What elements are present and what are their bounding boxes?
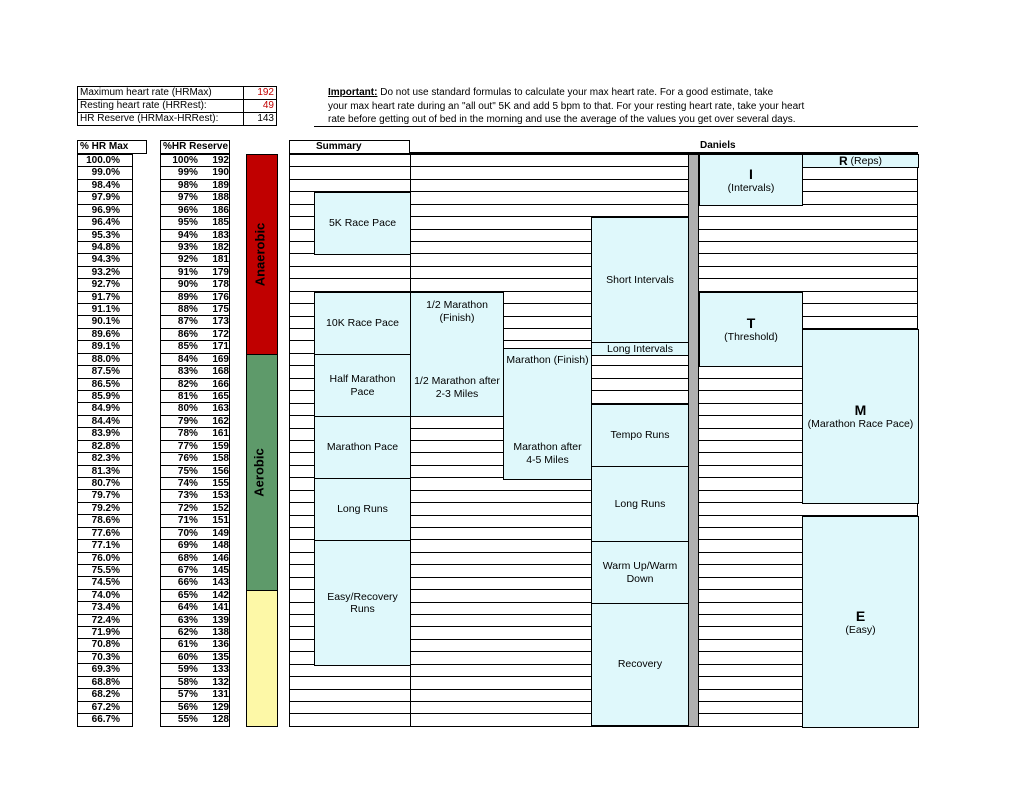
hrreserve-row [161,205,229,217]
aerobic-zone [247,355,277,591]
hrreserve-pct: 88% [177,304,198,316]
hrreserve-pct: 76% [177,453,198,465]
hrreserve-pct: 92% [177,254,198,266]
hrreserve-row [161,242,229,254]
hrmax-row: 88.0% [78,354,132,366]
hrreserve-row [161,329,229,341]
easy-letter: E [855,607,866,624]
hrmax-row: 84.9% [78,403,132,415]
hrmax-row: 74.0% [78,590,132,602]
hrreserve-pct: 100% [172,155,198,166]
hrreserve-bpm: 151 [212,515,229,527]
hrreserve-row [161,652,229,664]
recovery-label: Recovery [617,658,663,671]
intervals-block [699,154,803,206]
marathon-pace-block [314,416,411,479]
hrreserve-pct: 81% [177,391,198,403]
hrreserve-row [161,316,229,328]
hrmax-row: 68.2% [78,689,132,701]
hrmax-row: 95.3% [78,230,132,242]
hrreserve-pct: 72% [177,502,198,514]
hrreserve-row [161,453,229,465]
grid-line [290,179,917,180]
hrmax-row: 71.9% [78,627,132,639]
hrreserve-bpm: 190 [212,167,229,179]
hrreserve-pct: 80% [177,403,198,415]
hrreserve-row [161,279,229,291]
hrreserve-bpm: 165 [212,391,229,403]
hrmax-header: % HR Max [77,140,147,154]
hrreserve-bpm: 186 [212,204,229,216]
hrmax-row: 75.5% [78,565,132,577]
hrreserve-row [161,664,229,676]
hrreserve-bpm: 135 [212,651,229,663]
important-label: Important: [328,87,378,98]
hrreserve-pct: 70% [177,527,198,539]
tempo-runs-label: Tempo Runs [610,429,670,442]
hrmax-row: 89.1% [78,341,132,353]
hrreserve-row [161,416,229,428]
hrmax-row: 73.4% [78,602,132,614]
half-finish-label: 1/2 Marathon (Finish) [426,299,488,324]
hrreserve-pct: 73% [177,490,198,502]
hrreserve-row [161,515,229,527]
hrreserve-row [78,113,276,125]
note-line-1: Do not use standard formulas to calculate your max heart rate. For a good estimate, take [377,87,774,98]
hrmax-row: 96.9% [78,205,132,217]
hrreserve-pct: 95% [177,217,198,229]
marathon-race-pace-block [802,329,919,504]
hrreserve-row [161,391,229,403]
hrreserve-row [161,689,229,701]
hrreserve-row [161,192,229,204]
hrreserve-bpm: 182 [212,241,229,253]
hrreserve-bpm: 171 [212,341,229,353]
hrreserve-pct: 71% [177,515,198,527]
marathon-block [503,348,592,480]
hrreserve-pct: 90% [177,279,198,291]
short-intervals-label: Short Intervals [606,273,674,286]
hrmax-row: 70.3% [78,652,132,664]
hrmax-row: 67.2% [78,702,132,714]
long-intervals-block [591,342,689,356]
hrmax-row: 83.9% [78,428,132,440]
short-intervals-block [591,217,689,343]
hrreserve-row [161,403,229,415]
half-marathon-pace-label: Half Marathon Pace [329,373,396,398]
hrreserve-bpm: 188 [212,192,229,204]
aerobic-label: Aerobic [251,448,267,497]
hrreserve-pct: 63% [177,614,198,626]
hrmax-row: 78.6% [78,515,132,527]
long-runs-2-label: Long Runs [614,497,666,510]
hrreserve-pct: 83% [177,366,198,378]
hrmax-value[interactable]: 192 [257,87,274,98]
hrreserve-bpm: 172 [212,328,229,340]
hrreserve-pct: 64% [177,602,198,614]
hrreserve-pct: 93% [177,241,198,253]
hrreserve-pct: 69% [177,540,198,552]
hrreserve-bpm: 166 [212,378,229,390]
hrreserve-bpm: 149 [212,527,229,539]
hrmax-row: 69.3% [78,664,132,676]
hrreserve-pct: 58% [177,676,198,688]
hrrest-value[interactable]: 49 [262,100,274,111]
hrreserve-row [161,254,229,266]
easy-recovery-label: Easy/Recovery Runs [327,590,398,615]
note-line-3: rate before getting out of bed in the morning and use the average of the values you get over several days. [328,114,796,125]
hrmax-row: 93.2% [78,267,132,279]
easy-label: (Easy) [845,623,876,636]
marathon-finish-label: Marathon (Finish) [506,354,589,366]
hrmax-row: 98.4% [78,180,132,192]
hrmax-row: 80.7% [78,478,132,490]
hrreserve-bpm: 129 [212,701,229,713]
hrreserve-pct: 99% [177,167,198,179]
hrreserve-pct: 85% [177,341,198,353]
race-10k-block [314,292,411,355]
hrreserve-row [161,155,229,167]
long-intervals-label: Long Intervals [607,342,673,355]
threshold-label: (Threshold) [724,331,778,344]
hrreserve-row [161,379,229,391]
hrreserve-bpm: 175 [212,304,229,316]
long-runs-block [314,478,411,541]
half-after-label: 1/2 Marathon after 2-3 Miles [414,375,500,400]
hrreserve-pct: 66% [177,577,198,589]
hrreserve-row [161,366,229,378]
hrmax-row: 82.8% [78,441,132,453]
hrreserve-row [161,702,229,714]
reps-block [802,154,919,168]
marathon-race-pace-letter: M [854,402,867,419]
half-marathon-pace-block [314,354,411,417]
training-grid [289,154,918,727]
hrmax-label: Maximum heart rate (HRMax) [78,87,244,99]
hrreserve-bpm: 168 [212,366,229,378]
recovery-block [591,603,689,726]
hrreserve-bpm: 156 [212,465,229,477]
anaerobic-label: Anaerobic [252,222,268,287]
hrmax-row: 86.5% [78,379,132,391]
hrreserve-row [161,304,229,316]
hrreserve-row [161,577,229,589]
hrmax-row: 90.1% [78,316,132,328]
hrreserve-bpm: 141 [212,602,229,614]
intervals-letter: I [749,165,753,182]
hrreserve-value: 143 [257,113,274,124]
hrreserve-bpm: 163 [212,403,229,415]
hrreserve-bpm: 158 [212,453,229,465]
hrreserve-row [161,341,229,353]
hrreserve-header: %HR Reserve [160,140,230,154]
hrreserve-pct: 74% [177,477,198,489]
hrreserve-bpm: 136 [212,639,229,651]
hrrest-row [78,100,276,113]
hrreserve-pct: 94% [177,229,198,241]
hrreserve-bpm: 155 [212,477,229,489]
hrreserve-row [161,553,229,565]
hrreserve-row [161,627,229,639]
hrmax-row: 81.3% [78,466,132,478]
hrreserve-row [161,490,229,502]
hrreserve-row [161,602,229,614]
hrreserve-bpm: 143 [212,577,229,589]
hrreserve-pct: 86% [177,328,198,340]
marathon-race-pace-label: (Marathon Race Pace) [807,418,914,431]
hrreserve-pct: 65% [177,589,198,601]
zone-bar [246,154,278,727]
hrreserve-row [161,167,229,179]
hrreserve-bpm: 179 [212,266,229,278]
reps-letter: R [838,153,848,168]
hrreserve-pct: 91% [177,266,198,278]
hrmax-row: 84.4% [78,416,132,428]
hrreserve-bpm: 142 [212,589,229,601]
hrreserve-pct: 79% [177,415,198,427]
hrmax-column [77,154,133,727]
hrmax-row: 92.7% [78,279,132,291]
hrreserve-pct: 68% [177,552,198,564]
hrreserve-bpm: 152 [212,502,229,514]
hrreserve-pct: 59% [177,664,198,676]
hrmax-row: 97.9% [78,192,132,204]
intervals-label: (Intervals) [727,181,775,194]
hrreserve-bpm: 133 [212,664,229,676]
hrreserve-bpm: 148 [212,540,229,552]
easy-zone [247,591,277,726]
hrreserve-row [161,466,229,478]
hrreserve-bpm: 162 [212,415,229,427]
hrmax-row: 87.5% [78,366,132,378]
important-note [328,86,918,127]
hrreserve-column [160,154,230,727]
marathon-after-label: Marathon after 4-5 Miles [513,441,582,466]
easy-block [802,516,919,728]
hrreserve-pct: 67% [177,564,198,576]
hrreserve-pct: 96% [177,204,198,216]
daniels-header: Daniels [410,140,918,154]
hrreserve-row [161,677,229,689]
hrmax-row: 94.8% [78,242,132,254]
hrreserve-row [161,590,229,602]
hrreserve-pct: 97% [177,192,198,204]
hrmax-row: 100.0% [78,155,132,167]
anaerobic-zone [247,155,277,355]
marathon-pace-label: Marathon Pace [326,441,399,454]
hrmax-row: 91.1% [78,304,132,316]
hrreserve-bpm: 183 [212,229,229,241]
hrreserve-row [161,615,229,627]
hrreserve-bpm: 178 [212,279,229,291]
hrreserve-pct: 75% [177,465,198,477]
hrreserve-pct: 60% [177,651,198,663]
note-line-2: your max heart rate during an "all out" 5K and add 5 bpm to that. For your resting heart rate, take your heart [328,100,805,112]
hrreserve-bpm: 176 [212,291,229,303]
warm-up-label: Warm Up/Warm Down [602,560,678,585]
hrreserve-bpm: 169 [212,353,229,365]
hrreserve-bpm: 138 [212,627,229,639]
hrreserve-bpm: 159 [212,440,229,452]
hrrest-label: Resting heart rate (HRRest): [78,100,244,112]
hrreserve-row [161,540,229,552]
hrmax-row: 74.5% [78,577,132,589]
tempo-runs-block [591,404,689,467]
hrreserve-bpm: 192 [212,155,229,166]
hrreserve-bpm: 139 [212,614,229,626]
heart-rate-inputs [77,86,277,126]
hrmax-row: 96.4% [78,217,132,229]
hrreserve-row [161,528,229,540]
hrreserve-row [161,441,229,453]
daniels-separator [688,155,699,726]
hrmax-row: 85.9% [78,391,132,403]
hrmax-row: 77.6% [78,528,132,540]
hrreserve-pct: 56% [177,701,198,713]
hrreserve-bpm: 189 [212,179,229,191]
hrreserve-pct: 78% [177,428,198,440]
hrreserve-row [161,478,229,490]
hrreserve-row [161,180,229,192]
hrmax-row: 77.1% [78,540,132,552]
hrreserve-pct: 55% [177,713,198,725]
race-10k-label: 10K Race Pace [326,317,399,330]
hrmax-row: 89.6% [78,329,132,341]
note-underline [314,126,918,127]
hrmax-row: 99.0% [78,167,132,179]
long-runs-2-block [591,466,689,542]
hrreserve-bpm: 173 [212,316,229,328]
hrreserve-bpm: 181 [212,254,229,266]
hrreserve-row [161,267,229,279]
hrreserve-row [161,230,229,242]
hrreserve-pct: 57% [177,689,198,701]
hrreserve-bpm: 131 [212,689,229,701]
long-runs-label: Long Runs [337,503,388,516]
hrmax-row: 91.7% [78,292,132,304]
hrreserve-label: HR Reserve (HRMax-HRRest): [78,113,244,125]
hrreserve-bpm: 161 [212,428,229,440]
hrreserve-pct: 84% [177,353,198,365]
hrreserve-pct: 98% [177,179,198,191]
half-marathon-block [410,292,504,417]
hrmax-row: 82.3% [78,453,132,465]
hrreserve-pct: 87% [177,316,198,328]
hrreserve-row [161,292,229,304]
hrreserve-pct: 89% [177,291,198,303]
hrreserve-row [161,354,229,366]
hrreserve-bpm: 146 [212,552,229,564]
threshold-block [699,292,803,367]
hrreserve-bpm: 153 [212,490,229,502]
hrreserve-row [161,639,229,651]
hrreserve-row [161,503,229,515]
hrmax-row: 68.8% [78,677,132,689]
hrreserve-bpm: 128 [212,713,229,725]
hrreserve-bpm: 145 [212,564,229,576]
race-5k-label: 5K Race Pace [328,217,397,230]
easy-recovery-block [314,540,411,666]
threshold-letter: T [746,315,756,332]
hrreserve-bpm: 132 [212,676,229,688]
hrreserve-bpm: 185 [212,217,229,229]
hrreserve-pct: 77% [177,440,198,452]
warm-up-block [591,541,689,604]
hrreserve-row [161,714,229,726]
hrmax-row: 72.4% [78,615,132,627]
hrmax-row: 66.7% [91,713,120,725]
hrmax-row [78,87,276,100]
summary-header: Summary [289,140,410,154]
hrmax-row: 76.0% [78,553,132,565]
hrreserve-row [161,565,229,577]
hrreserve-pct: 62% [177,627,198,639]
hrreserve-pct: 82% [177,378,198,390]
hrmax-row: 70.8% [78,639,132,651]
reps-label: (Reps) [847,154,883,167]
race-5k-block [314,192,411,255]
hrreserve-pct: 61% [177,639,198,651]
hrmax-row: 94.3% [78,254,132,266]
hrmax-row: 79.7% [78,490,132,502]
hrmax-row: 79.2% [78,503,132,515]
hrreserve-row [161,428,229,440]
hrreserve-row [161,217,229,229]
